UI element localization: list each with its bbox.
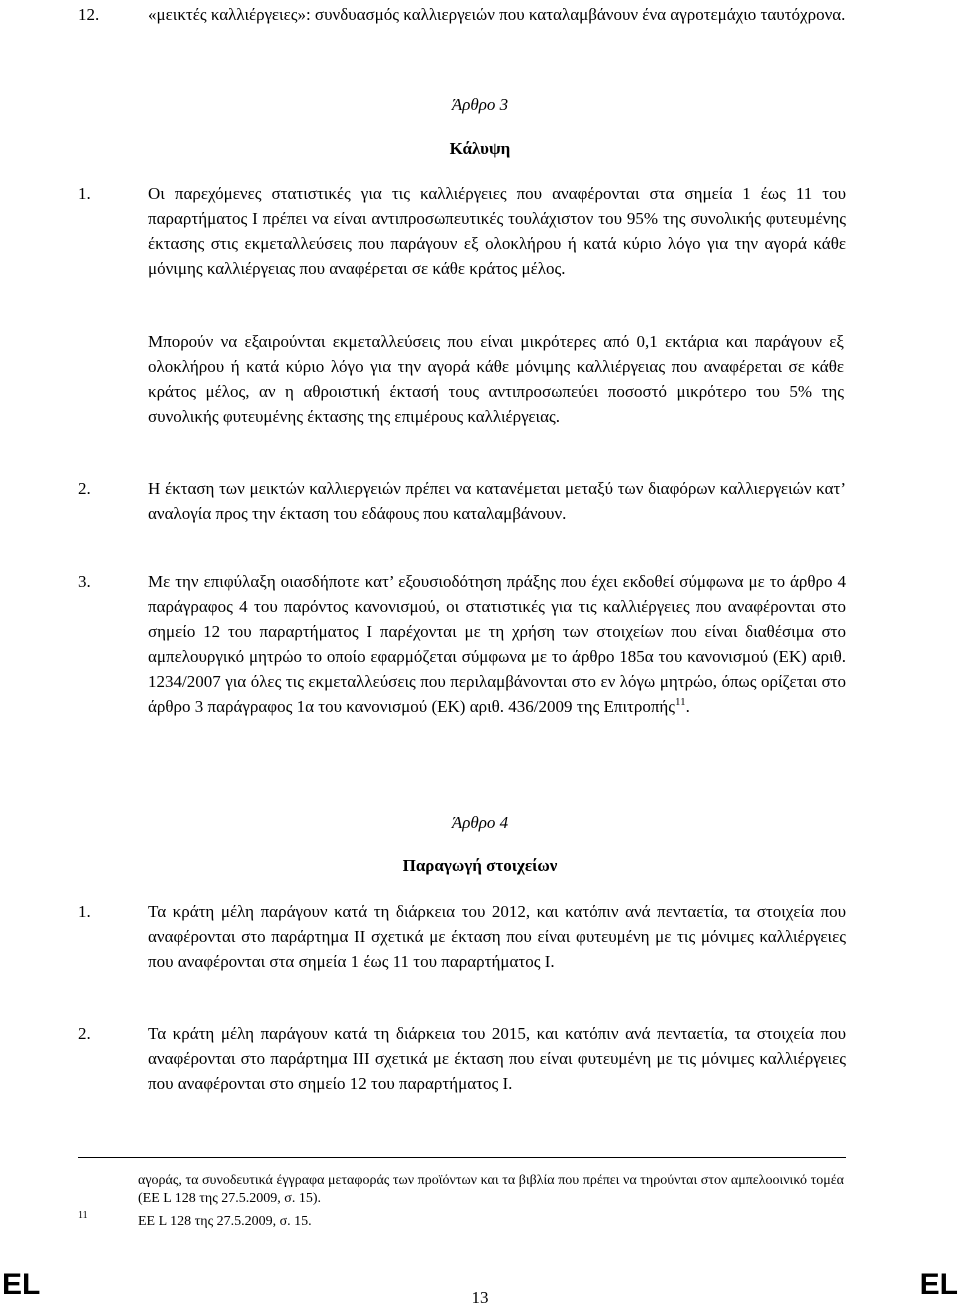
paragraph-number: 1.	[78, 184, 91, 203]
item-text: «μεικτές καλλιέργειες»: συνδυασμός καλλιεργειών που καταλαμβάνουν ένα αγροτεμάχιο ταυτόχρονα.	[148, 5, 846, 24]
item-number: 12.	[78, 5, 100, 24]
paragraph-number: 3.	[78, 572, 91, 591]
article-4-heading: Άρθρο 4	[451, 813, 509, 832]
footnote-separator	[78, 1157, 846, 1158]
footnote-mark: 11	[78, 1210, 88, 1221]
article-3-paragraph-3	[78, 569, 846, 722]
paragraph-number: 1.	[78, 902, 91, 921]
paragraph-text: Τα κράτη μέλη παράγουν κατά τη διάρκεια του 2015, και κατόπιν ανά πενταετία, τα στοιχεία που αναφέρονται στο παράρτημα III σχετικά με έκταση που είναι φυτευμένη με τις μόνιμες καλλιέργειες που αναφέρονται στο σημείο 12 του παραρτήματος I.	[148, 1024, 846, 1093]
article-4-paragraph-2	[78, 1021, 846, 1096]
language-code-right: EL	[919, 1268, 958, 1301]
paragraph-number: 2.	[78, 1024, 91, 1043]
paragraph-text: Τα κράτη μέλη παράγουν κατά τη διάρκεια του 2012, και κατόπιν ανά πενταετία, τα στοιχεία που αναφέρονται στο παράρτημα II σχετικά με έκταση που είναι φυτευμένη με τις μόνιμες καλλιέργειες που αναφέρονται στα σημεία 1 έως 11 του παραρτήματος I.	[148, 902, 846, 971]
paragraph-text	[148, 569, 846, 722]
article-3-paragraph-1	[78, 181, 846, 281]
paragraph-end: .	[685, 697, 690, 716]
footnote-continuation: αγοράς, τα συνοδευτικά έγγραφα μεταφοράς των προϊόντων και τα βιβλία που πρέπει να τηρούνται στον αμπελοοινικό τομέα (ΕΕ L 128 της 27.5.2009, σ. 15).	[138, 1173, 844, 1206]
language-code-left: EL	[2, 1268, 41, 1301]
paragraph-body: Με την επιφύλαξη οιασδήποτε κατ’ εξουσιοδότηση πράξης που έχει εκδοθεί σύμφωνα με το άρθρο 4 παράγραφος 4 του παρόντος κανονισμού, οι στατιστικές για τις καλλιέργειες που αναφέρονται στο σημείο 12 του παραρτήματος I παρέχονται με τη χρήση των στοιχείων που είναι διαθέσιμα στο αμπελουργικό μητρώο το οποίο εφαρμόζεται σύμφωνα με το άρθρο 185α του κανονισμού (ΕΚ) αριθ. 1234/2007 για όλες τις εκμεταλλεύσεις που περιλαμβάνονται στο εν λόγω μητρώο, όπως ορίζεται στο άρθρο 3 παράγραφος 1α του κανονισμού (ΕΚ) αριθ. 436/2009 της Επιτροπής	[148, 572, 846, 716]
article-3-title: Κάλυψη	[449, 139, 511, 158]
article-3-paragraph-1-subparagraph: Μπορούν να εξαιρούνται εκμεταλλεύσεις που είναι μικρότερες από 0,1 εκτάρια και παράγουν εξ ολοκλήρου ή κατά κύριο λόγο για την αγορά κάθε μόνιμης καλλιέργειας που αναφέρεται σε κάθε κράτος μέλος, αν η αθροιστική έκτασή τους αντιπροσωπεύει ποσοστό μικρότερο του 5% της συνολικής φυτευμένης έκτασης της επιμέρους καλλιέργειας.	[148, 332, 844, 426]
article-3-heading: Άρθρο 3	[451, 95, 509, 114]
article-4-title: Παραγωγή στοιχείων	[402, 856, 558, 875]
paragraph-number: 2.	[78, 479, 91, 498]
page-number: 13	[471, 1288, 489, 1307]
paragraph-text: Οι παρεχόμενες στατιστικές για τις καλλιέργειες που αναφέρονται στα σημεία 1 έως 11 του παραρτήματος I πρέπει να είναι αντιπροσωπευτικές τουλάχιστον του 95% της συνολικής φυτευμένης έκτασης στις εκμεταλλεύσεις που παράγουν εξ ολοκλήρου ή κατά κύριο λόγο για την αγορά κάθε μόνιμης καλλιέργειας που αναφέρεται σε κάθε κράτος μέλος.	[148, 184, 846, 278]
article-4-paragraph-1	[78, 899, 846, 974]
definition-item-12	[78, 2, 846, 27]
article-3-paragraph-2	[78, 476, 846, 526]
footnote-11-text: ΕΕ L 128 της 27.5.2009, σ. 15.	[138, 1214, 312, 1229]
footnote-reference[interactable]: 11	[675, 696, 686, 708]
paragraph-text: Η έκταση των μεικτών καλλιεργειών πρέπει να κατανέμεται μεταξύ των διαφόρων καλλιεργειών κατ’ αναλογία προς την έκταση του εδάφους που καταλαμβάνουν.	[148, 479, 846, 523]
